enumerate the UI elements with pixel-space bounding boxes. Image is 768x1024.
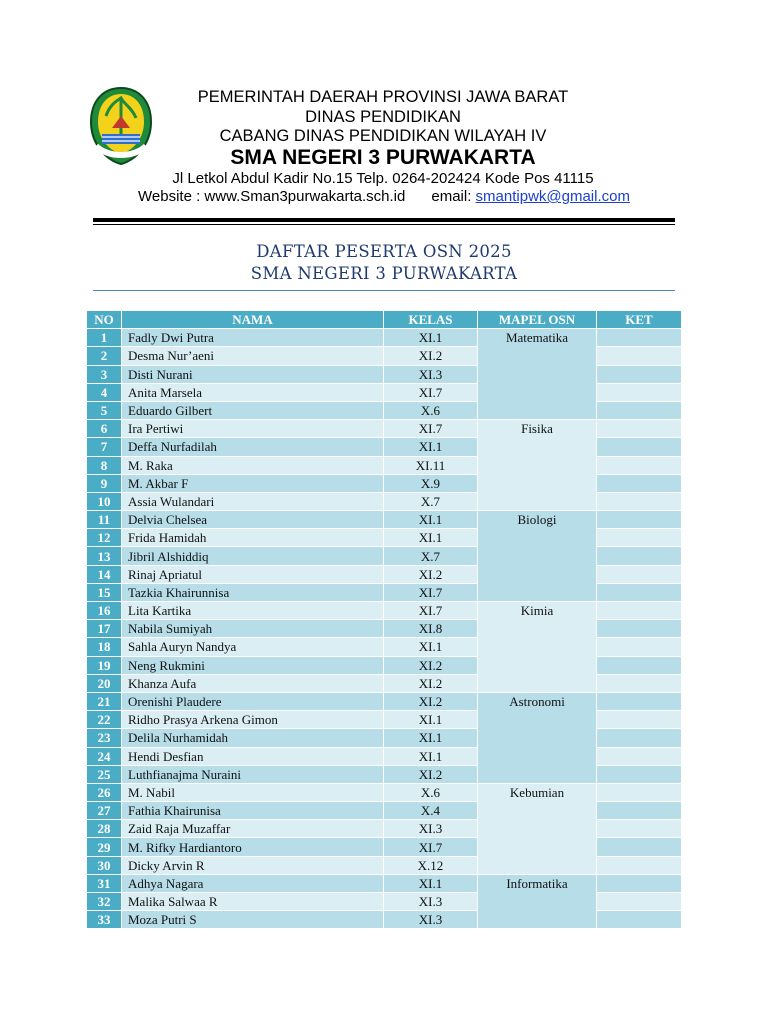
- table-row: [87, 692, 682, 710]
- cell-kelas: XI.3: [384, 893, 478, 911]
- cell-no: 12: [87, 529, 122, 547]
- cell-mapel-osn: Kimia: [478, 602, 597, 693]
- cell-nama: Deffa Nurfadilah: [122, 438, 384, 456]
- cell-nama: Dicky Arvin R: [122, 856, 384, 874]
- cell-ket: [597, 856, 682, 874]
- cell-ket: [597, 602, 682, 620]
- cell-kelas: XI.3: [384, 365, 478, 383]
- document-subtitle: SMA NEGERI 3 PURWAKARTA: [250, 264, 518, 283]
- cell-kelas: XI.2: [384, 674, 478, 692]
- document-title: DAFTAR PESERTA OSN 2025: [256, 242, 512, 261]
- cell-nama: Malika Salwaa R: [122, 893, 384, 911]
- table-row: [87, 420, 682, 438]
- cell-nama: Delila Nurhamidah: [122, 729, 384, 747]
- header-line-cabang: CABANG DINAS PENDIDIKAN WILAYAH IV: [219, 127, 547, 145]
- cell-kelas: XI.11: [384, 456, 478, 474]
- cell-nama: Sahla Auryn Nandya: [122, 638, 384, 656]
- school-name: SMA NEGERI 3 PURWAKARTA: [230, 146, 536, 169]
- cell-kelas: X.6: [384, 783, 478, 801]
- cell-nama: Nabila Sumiyah: [122, 620, 384, 638]
- column-header-ket: KET: [597, 311, 682, 329]
- cell-nama: M. Rifky Hardiantoro: [122, 838, 384, 856]
- cell-kelas: X.9: [384, 474, 478, 492]
- cell-kelas: XI.1: [384, 729, 478, 747]
- cell-mapel-osn: Astronomi: [478, 692, 597, 783]
- cell-no: 19: [87, 656, 122, 674]
- cell-nama: Khanza Aufa: [122, 674, 384, 692]
- table-header-row: [87, 311, 682, 329]
- header-line-province: PEMERINTAH DAERAH PROVINSI JAWA BARAT: [197, 88, 569, 106]
- table-row: [87, 874, 682, 892]
- cell-no: 9: [87, 474, 122, 492]
- cell-mapel-osn: Informatika: [478, 874, 597, 929]
- cell-ket: [597, 456, 682, 474]
- cell-kelas: X.4: [384, 802, 478, 820]
- column-header-kelas: KELAS: [384, 311, 478, 329]
- cell-kelas: XI.1: [384, 438, 478, 456]
- cell-ket: [597, 711, 682, 729]
- cell-no: 3: [87, 365, 122, 383]
- cell-kelas: XI.1: [384, 747, 478, 765]
- cell-kelas: XI.1: [384, 329, 478, 347]
- cell-no: 17: [87, 620, 122, 638]
- cell-kelas: XI.1: [384, 511, 478, 529]
- cell-nama: Frida Hamidah: [122, 529, 384, 547]
- website-text: Website : www.Sman3purwakarta.sch.id: [138, 188, 406, 205]
- school-address: Jl Letkol Abdul Kadir No.15 Telp. 0264-202424 Kode Pos 41115: [172, 170, 594, 187]
- cell-no: 10: [87, 492, 122, 510]
- cell-kelas: XI.2: [384, 656, 478, 674]
- cell-kelas: X.7: [384, 547, 478, 565]
- cell-nama: Delvia Chelsea: [122, 511, 384, 529]
- cell-ket: [597, 820, 682, 838]
- cell-no: 31: [87, 874, 122, 892]
- cell-ket: [597, 383, 682, 401]
- cell-nama: M. Nabil: [122, 783, 384, 801]
- cell-nama: Rinaj Apriatul: [122, 565, 384, 583]
- cell-ket: [597, 802, 682, 820]
- cell-no: 7: [87, 438, 122, 456]
- cell-mapel-osn: Biologi: [478, 511, 597, 602]
- table-row: [87, 511, 682, 529]
- email-link[interactable]: smantipwk@gmail.com: [475, 188, 630, 205]
- cell-kelas: XI.2: [384, 565, 478, 583]
- cell-nama: Jibril Alshiddiq: [122, 547, 384, 565]
- cell-kelas: XI.8: [384, 620, 478, 638]
- cell-nama: Tazkia Khairunnisa: [122, 583, 384, 601]
- cell-nama: Zaid Raja Muzaffar: [122, 820, 384, 838]
- cell-no: 18: [87, 638, 122, 656]
- cell-ket: [597, 565, 682, 583]
- cell-ket: [597, 583, 682, 601]
- column-header-mapel: MAPEL OSN: [478, 311, 597, 329]
- cell-ket: [597, 838, 682, 856]
- cell-nama: Ridho Prasya Arkena Gimon: [122, 711, 384, 729]
- cell-mapel-osn: Kebumian: [478, 783, 597, 874]
- cell-no: 25: [87, 765, 122, 783]
- cell-mapel-osn: Fisika: [478, 420, 597, 511]
- cell-kelas: XI.3: [384, 820, 478, 838]
- cell-no: 2: [87, 347, 122, 365]
- header-divider-thin: [93, 224, 675, 225]
- cell-nama: Ira Pertiwi: [122, 420, 384, 438]
- cell-nama: M. Raka: [122, 456, 384, 474]
- cell-no: 28: [87, 820, 122, 838]
- cell-no: 23: [87, 729, 122, 747]
- cell-no: 16: [87, 602, 122, 620]
- cell-ket: [597, 474, 682, 492]
- cell-ket: [597, 893, 682, 911]
- cell-nama: Adhya Nagara: [122, 874, 384, 892]
- cell-kelas: XI.1: [384, 711, 478, 729]
- cell-ket: [597, 365, 682, 383]
- cell-no: 27: [87, 802, 122, 820]
- cell-kelas: XI.7: [384, 420, 478, 438]
- cell-nama: Hendi Desfian: [122, 747, 384, 765]
- header-line-dinas: DINAS PENDIDIKAN: [305, 108, 461, 126]
- cell-ket: [597, 401, 682, 419]
- cell-nama: Assia Wulandari: [122, 492, 384, 510]
- cell-kelas: X.7: [384, 492, 478, 510]
- table-body: [87, 329, 682, 929]
- cell-kelas: XI.7: [384, 602, 478, 620]
- column-header-nama: NAMA: [122, 311, 384, 329]
- cell-nama: Orenishi Plaudere: [122, 692, 384, 710]
- cell-ket: [597, 438, 682, 456]
- cell-no: 32: [87, 893, 122, 911]
- cell-nama: Disti Nurani: [122, 365, 384, 383]
- cell-no: 29: [87, 838, 122, 856]
- cell-no: 14: [87, 565, 122, 583]
- title-underline: [93, 290, 675, 291]
- cell-kelas: XI.7: [384, 383, 478, 401]
- table-row: [87, 783, 682, 801]
- cell-no: 24: [87, 747, 122, 765]
- cell-no: 1: [87, 329, 122, 347]
- cell-nama: Eduardo Gilbert: [122, 401, 384, 419]
- cell-kelas: XI.1: [384, 638, 478, 656]
- cell-kelas: XI.2: [384, 347, 478, 365]
- contact-line: [0, 188, 768, 205]
- cell-no: 13: [87, 547, 122, 565]
- cell-nama: Luthfianajma Nuraini: [122, 765, 384, 783]
- cell-no: 26: [87, 783, 122, 801]
- cell-kelas: XI.2: [384, 765, 478, 783]
- cell-ket: [597, 420, 682, 438]
- cell-ket: [597, 511, 682, 529]
- cell-no: 22: [87, 711, 122, 729]
- cell-ket: [597, 765, 682, 783]
- cell-ket: [597, 874, 682, 892]
- cell-no: 15: [87, 583, 122, 601]
- cell-kelas: XI.2: [384, 692, 478, 710]
- cell-kelas: XI.7: [384, 838, 478, 856]
- cell-no: 30: [87, 856, 122, 874]
- cell-nama: Fathia Khairunisa: [122, 802, 384, 820]
- cell-nama: Moza Putri S: [122, 911, 384, 929]
- cell-kelas: XI.1: [384, 529, 478, 547]
- cell-kelas: X.12: [384, 856, 478, 874]
- cell-ket: [597, 492, 682, 510]
- cell-nama: Lita Kartika: [122, 602, 384, 620]
- cell-no: 4: [87, 383, 122, 401]
- cell-no: 11: [87, 511, 122, 529]
- email-label: email:: [431, 188, 476, 205]
- cell-nama: Fadly Dwi Putra: [122, 329, 384, 347]
- cell-kelas: X.6: [384, 401, 478, 419]
- cell-ket: [597, 674, 682, 692]
- cell-no: 33: [87, 911, 122, 929]
- column-header-no: NO: [87, 311, 122, 329]
- participant-table: [86, 310, 682, 929]
- cell-mapel-osn: Matematika: [478, 329, 597, 420]
- cell-ket: [597, 547, 682, 565]
- cell-ket: [597, 656, 682, 674]
- cell-no: 8: [87, 456, 122, 474]
- cell-nama: Anita Marsela: [122, 383, 384, 401]
- cell-ket: [597, 729, 682, 747]
- cell-ket: [597, 692, 682, 710]
- cell-ket: [597, 329, 682, 347]
- cell-nama: M. Akbar F: [122, 474, 384, 492]
- cell-no: 5: [87, 401, 122, 419]
- cell-ket: [597, 347, 682, 365]
- cell-ket: [597, 638, 682, 656]
- cell-ket: [597, 783, 682, 801]
- header-divider-thick: [93, 218, 675, 222]
- table-row: [87, 329, 682, 347]
- cell-nama: Desma Nur’aeni: [122, 347, 384, 365]
- cell-ket: [597, 911, 682, 929]
- cell-no: 6: [87, 420, 122, 438]
- cell-kelas: XI.3: [384, 911, 478, 929]
- cell-no: 21: [87, 692, 122, 710]
- table-row: [87, 602, 682, 620]
- cell-ket: [597, 747, 682, 765]
- cell-kelas: XI.1: [384, 874, 478, 892]
- cell-no: 20: [87, 674, 122, 692]
- cell-kelas: XI.7: [384, 583, 478, 601]
- cell-ket: [597, 620, 682, 638]
- cell-ket: [597, 529, 682, 547]
- cell-nama: Neng Rukmini: [122, 656, 384, 674]
